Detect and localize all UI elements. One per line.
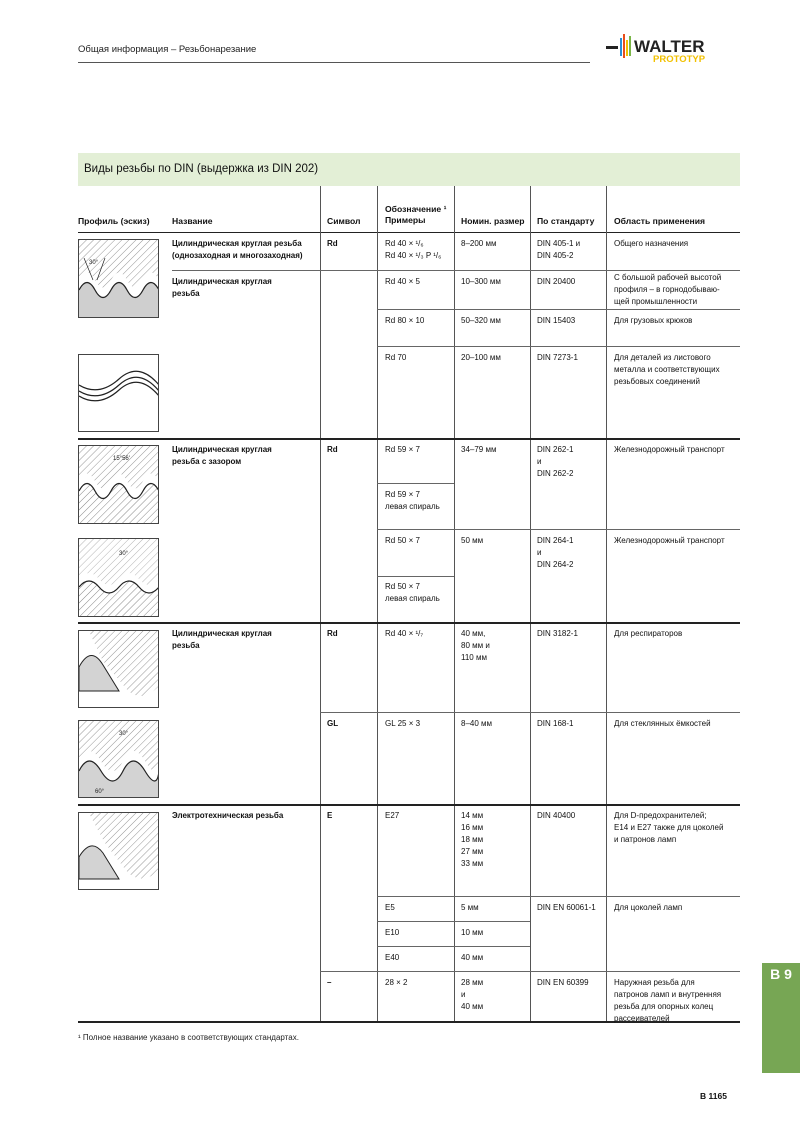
header-bottom-rule — [78, 232, 740, 233]
thread-name: Цилиндрическая круглая резьба — [172, 277, 272, 298]
standard-cell: DIN EN 60061-1 — [537, 903, 596, 912]
application-cell: Для грузовых крюков — [614, 316, 693, 325]
standard-cell: DIN 40400 — [537, 811, 576, 820]
standard-cell: DIN 7273-1 — [537, 353, 578, 362]
application-cell: Для D-предохранителей; E14 и E27 также для цоколей и патронов ламп — [614, 811, 724, 844]
thread-symbol: E — [327, 811, 333, 820]
group-separator — [78, 804, 740, 806]
application-cell: Железнодорожный транспорт — [614, 445, 725, 454]
application-cell: Железнодорожный транспорт — [614, 536, 725, 545]
row-separator — [377, 529, 740, 530]
application-cell: Для стеклянных ёмкостей — [614, 719, 711, 728]
group-separator — [78, 438, 740, 440]
thread-symbol: Rd — [327, 629, 338, 638]
divider-symbol — [320, 186, 321, 1022]
size-cell: 5 мм — [461, 903, 479, 912]
application-cell: Наружная резьба для патронов ламп и внутренняя резьба для опорных колец рассеивателей — [614, 978, 722, 1023]
header-rule — [78, 62, 590, 63]
thread-name: Цилиндрическая круглая резьба — [172, 629, 272, 650]
row-separator — [377, 483, 454, 484]
size-cell: 8–200 мм — [461, 239, 497, 248]
designation-cell: E5 — [385, 903, 395, 912]
designation-cell: Rd 40 × 5 — [385, 277, 420, 286]
application-cell: Для деталей из листового металла и соответствующих резьбовых соединений — [614, 353, 720, 386]
col-header-name: Название — [172, 216, 213, 226]
angle-label: 30° — [89, 260, 99, 266]
standard-cell: DIN 168-1 — [537, 719, 574, 728]
thread-name: Цилиндрическая круглая резьба с зазором — [172, 445, 272, 466]
thread-symbol: – — [327, 978, 332, 987]
col-header-symbol: Символ — [327, 216, 361, 226]
size-cell: 10–300 мм — [461, 277, 501, 286]
designation-cell: Rd 59 × 7 левая спираль — [385, 490, 440, 511]
standard-cell: DIN 20400 — [537, 277, 576, 286]
size-cell: 10 мм — [461, 928, 484, 937]
designation-cell: Rd 80 × 10 — [385, 316, 425, 325]
size-cell: 40 мм, 80 мм и 110 мм — [461, 629, 490, 662]
row-separator — [172, 270, 740, 271]
designation-cell: GL 25 × 3 — [385, 719, 421, 728]
col-header-profile: Профиль (эскиз) — [78, 216, 150, 226]
round-thread-sketch — [78, 239, 159, 318]
size-cell: 50 мм — [461, 536, 484, 545]
application-cell: Для цоколей ламп — [614, 903, 683, 912]
thread-symbol: Rd — [327, 445, 338, 454]
size-cell: 50–320 мм — [461, 316, 501, 325]
application-cell: С большой рабочей высотой профиля – в горнодобываю- щей промышленности — [614, 273, 722, 306]
col-header-standard: По стандарту — [537, 216, 595, 226]
section-tab-label: B 9 — [770, 966, 792, 982]
sheet-metal-thread-sketch — [78, 354, 159, 432]
electrical-thread-sketch — [78, 812, 159, 890]
footnote: ¹ Полное название указано в соответствующих стандартах. — [78, 1033, 299, 1042]
designation-cell: E40 — [385, 953, 400, 962]
standard-cell: DIN 405-1 и DIN 405-2 — [537, 239, 581, 260]
angle-label: 15°56' — [113, 456, 130, 462]
designation-cell: Rd 50 × 7 левая спираль — [385, 582, 440, 603]
thread-name: Электротехническая резьба — [172, 811, 284, 820]
walter-logo — [603, 30, 743, 68]
respirator-thread-sketch — [78, 630, 159, 708]
col-header-designation: Обозначение ¹ Примеры — [385, 204, 447, 225]
group-separator — [78, 622, 740, 624]
angle-label: 30° — [119, 731, 129, 737]
designation-cell: E10 — [385, 928, 400, 937]
col-header-application: Область применения — [614, 216, 705, 226]
application-cell: Общего назначения — [614, 239, 689, 248]
designation-cell: E27 — [385, 811, 400, 820]
designation-cell: Rd 40 × ¹/₆ Rd 40 × ¹/₃ P ¹/₆ — [385, 239, 442, 260]
row-separator — [377, 576, 454, 577]
thread-name: Цилиндрическая круглая резьба (однозаходная и многозаходная) — [172, 239, 303, 260]
application-cell: Для респираторов — [614, 629, 683, 638]
size-cell: 34–79 мм — [461, 445, 497, 454]
standard-cell: DIN 15403 — [537, 316, 576, 325]
glass-thread-sketch — [78, 720, 159, 798]
standard-cell: DIN 264-1 и DIN 264-2 — [537, 536, 574, 569]
size-cell: 40 мм — [461, 953, 484, 962]
size-cell: 28 мм и 40 мм — [461, 978, 484, 1011]
round-thread-sketch-2 — [78, 538, 159, 617]
thread-symbol: Rd — [327, 239, 338, 248]
clearance-thread-sketch — [78, 445, 159, 524]
designation-cell: Rd 50 × 7 — [385, 536, 420, 545]
standard-cell: DIN 262-1 и DIN 262-2 — [537, 445, 574, 478]
size-cell: 14 мм 16 мм 18 мм 27 мм 33 мм — [461, 811, 484, 868]
size-cell: 8–40 мм — [461, 719, 493, 728]
section-title: Виды резьбы по DIN (выдержка из DIN 202) — [84, 163, 319, 175]
designation-cell: Rd 70 — [385, 353, 407, 362]
angle-label: 60° — [95, 789, 105, 795]
angle-label: 30° — [119, 551, 129, 557]
col-header-size: Номин. размер — [461, 216, 525, 226]
thread-symbol: GL — [327, 719, 339, 728]
row-separator — [377, 896, 740, 897]
row-separator — [377, 946, 530, 947]
row-separator — [320, 971, 740, 972]
designation-cell: Rd 40 × ¹/₇ — [385, 629, 424, 638]
header-title: Общая информация – Резьбонарезание — [78, 44, 257, 55]
row-separator — [320, 712, 740, 713]
row-separator — [377, 921, 530, 922]
designation-cell: 28 × 2 — [385, 978, 408, 987]
page-number: B 1165 — [700, 1091, 727, 1101]
standard-cell: DIN 3182-1 — [537, 629, 578, 638]
designation-cell: Rd 59 × 7 — [385, 445, 420, 454]
logo-text: WALTER — [634, 37, 705, 56]
logo-subtext: PROTOTYP — [653, 54, 706, 65]
row-separator — [377, 346, 740, 347]
row-separator — [377, 309, 740, 310]
standard-cell: DIN EN 60399 — [537, 978, 589, 987]
size-cell: 20–100 мм — [461, 353, 501, 362]
